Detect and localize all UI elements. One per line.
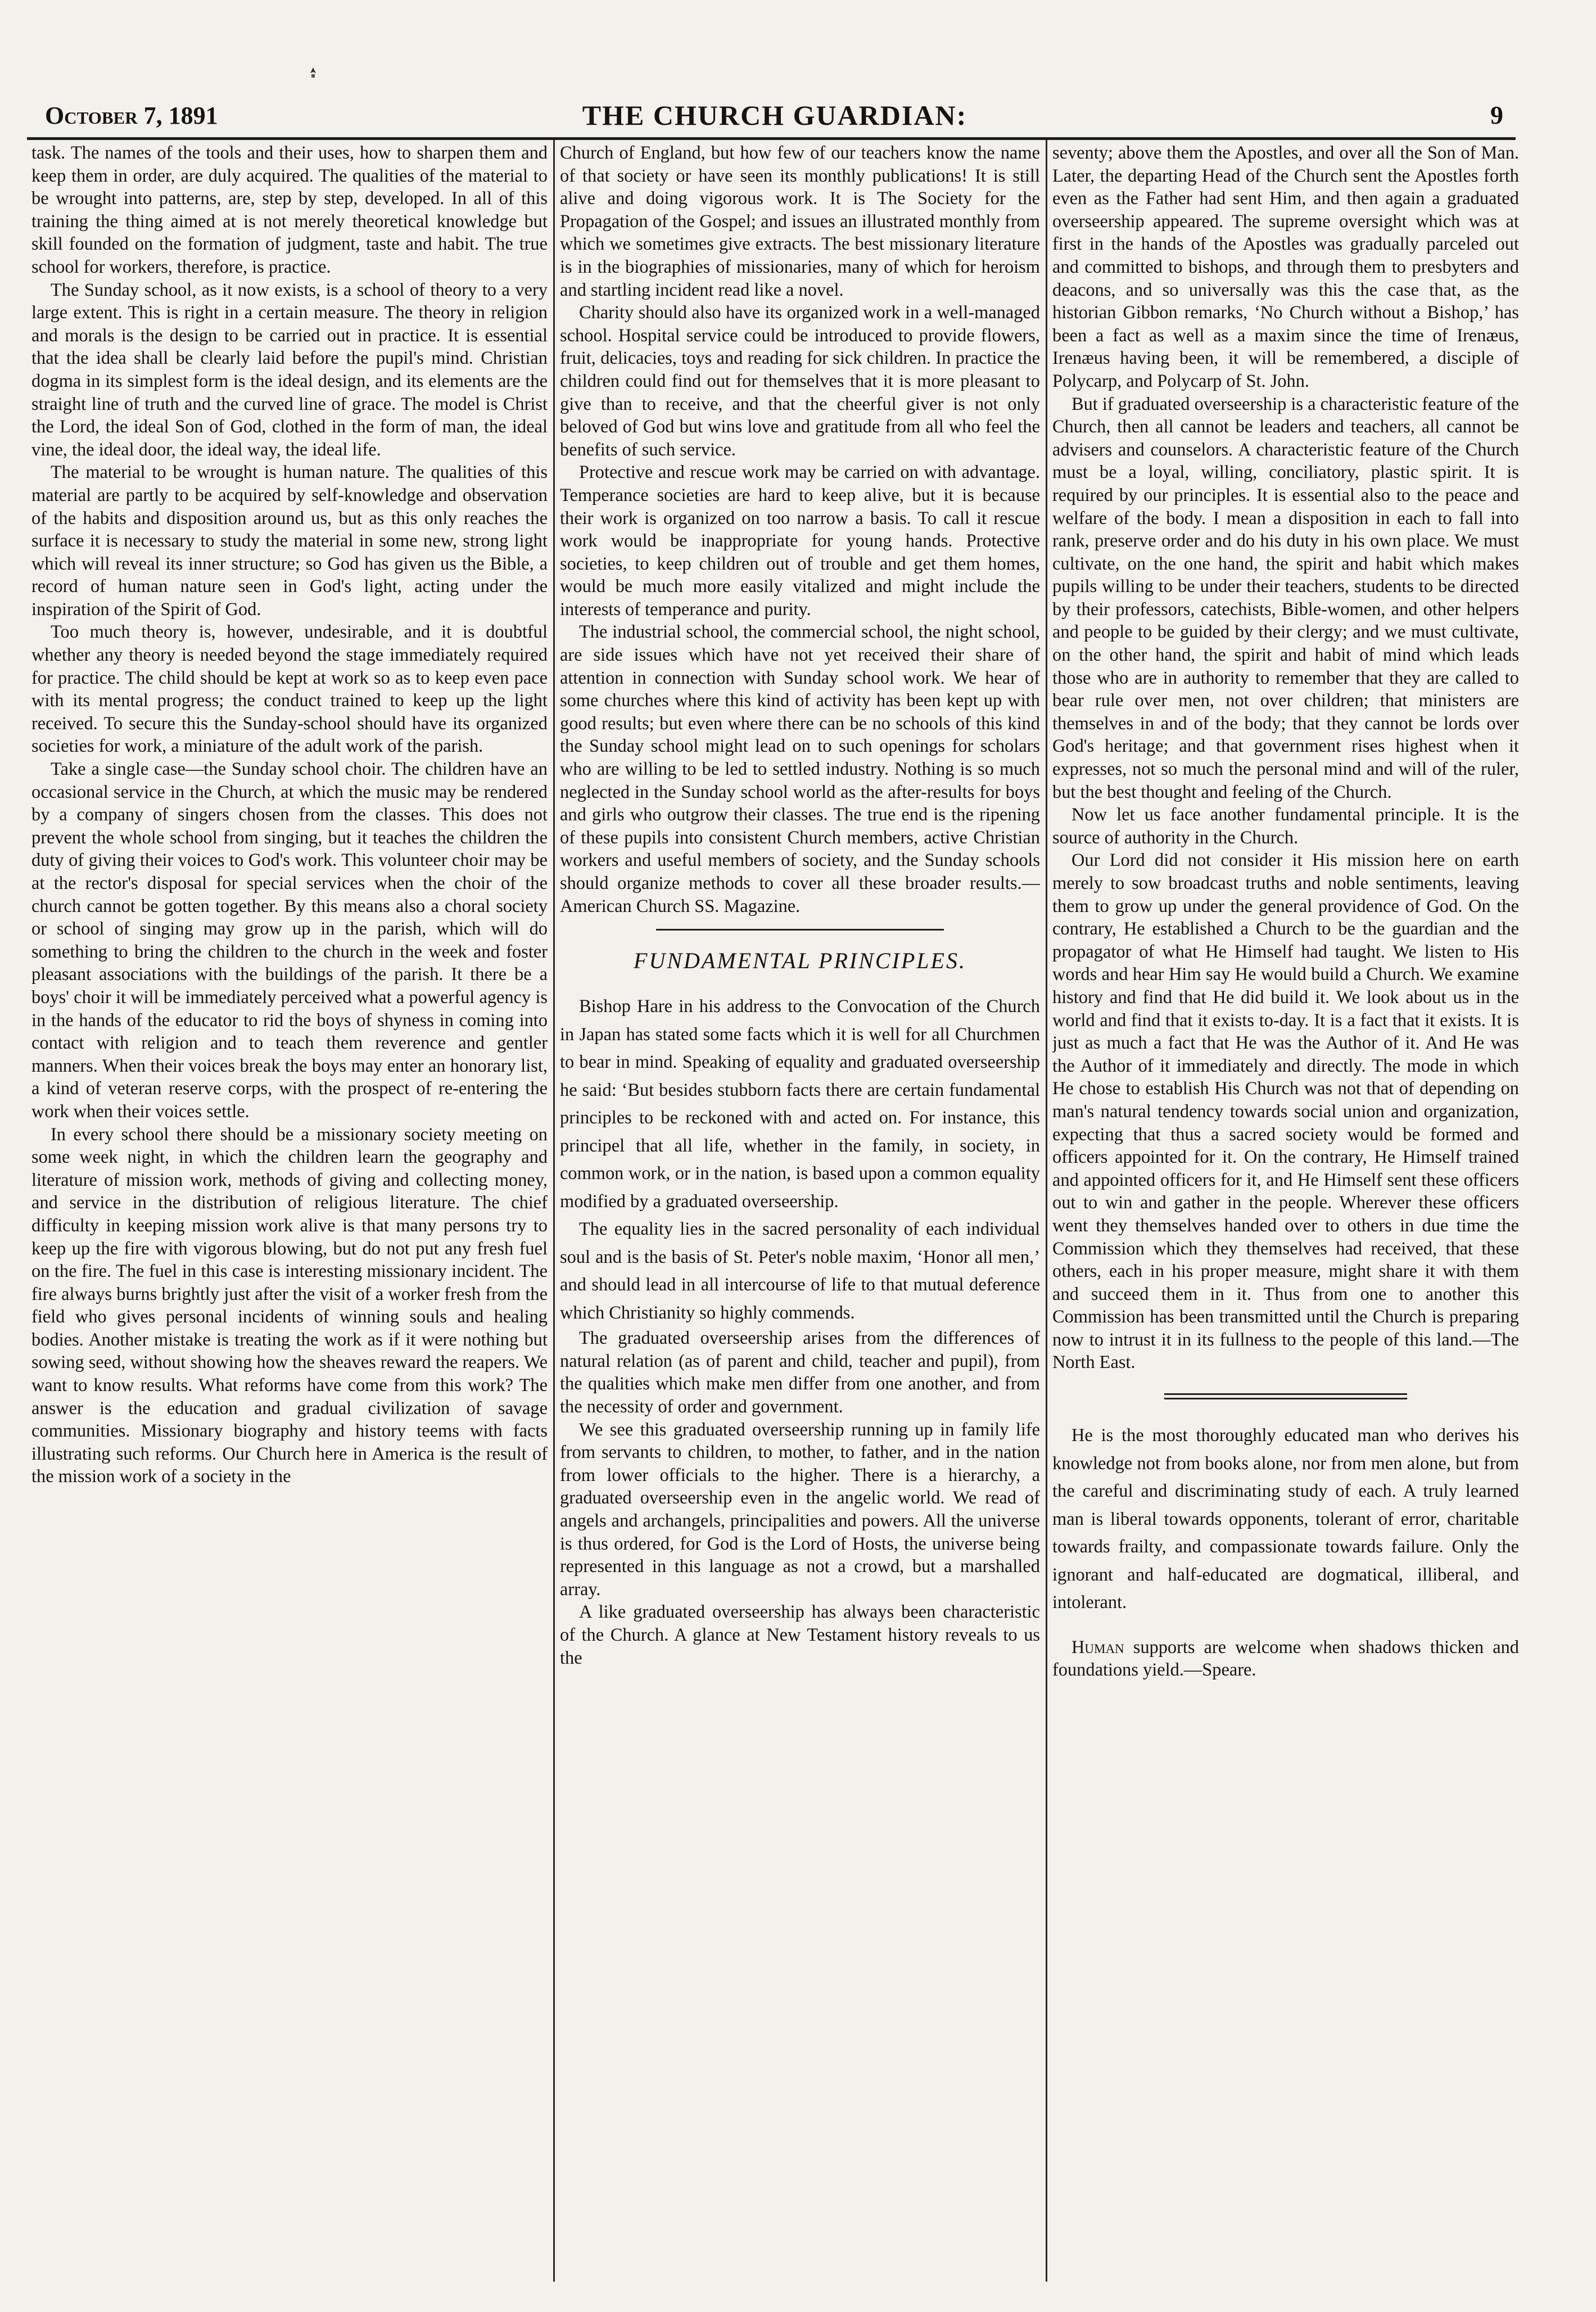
page-header [38,93,1511,138]
paragraph: Too much theory is, however, undesirable, and it is doubtful whether any theory is needed beyond the stage immediately required for practice. The child should be kept at work so as to keep even pace with its mental progress; the conduct trained to keep up the light received. To secure this the Sunday-school should have its organized societies for work, a miniature of the adult work of the parish. [31,622,548,757]
section-rule [1164,1393,1407,1399]
paragraph: Now let us face another fundamental principle. It is the source of authority in the Church. [1052,805,1519,848]
page-number: 9 [1490,101,1503,129]
paragraph: seventy; above them the Apostles, and over all the Son of Man. Later, the departing Head of the Church sent the Apostles forth even as the Father had sent Him, and then again a graduated overseership appeared. The supreme oversight which was at first in the hands of the Apostles was gradually parceled out and committed to bishops, and through them to presbyters and deacons, and so universally was this the case that, as the historian Gibbon remarks, ‘No Church without a Bishop,’ has been a fact as well as a maxim since the time of Irenæus, Irenæus having been, it will be remembered, a disciple of Polycarp, and Polycarp of St. John. [1052,143,1519,391]
column-2 [560,142,1040,2278]
column-divider [553,139,555,2282]
paragraph: The industrial school, the commercial school, the night school, are side issues which have not yet received their share of attention in connection with Sunday school work. We hear of some churches where this kind of activity has been kept up with good results; but even where there can be no schools of this kind the Sunday school might lead on to such openings for scholars who are willing to be led to settled industry. Nothing is so much neglected in the Sunday school world as the after-results for boys and girls who outgrow their classes. The true end is the ripening of these pupils into consistent Church members, active Christian workers and useful members of society, and the Sunday schools should organize methods to cover all these broader results.—American Church SS. Magazine. [560,622,1040,916]
header-rule [27,137,1516,140]
column-3 [1052,142,1519,2278]
paragraph: Bishop Hare in his address to the Convocation of the Church in Japan has stated some facts which it is well for all Churchmen to bear in mind. Speaking of equality and graduated overseership he said: ‘But besides stubborn facts there are certain fundamental principles to be reckoned with and acted on. For instance, this principel that all life, whether in the family, in society, in common work, or in the nation, is based upon a common equality modified by a graduated overseership. [560,996,1040,1212]
paragraph: Our Lord did not consider it His mission here on earth merely to sow broadcast truths and noble sentiments, leaving them to grow up under the general providence of God. On the contrary, He established a Church to be the guardian and the propagator of what He Himself had taught. We listen to His words and hear Him say He would build a Church. We examine history and find that He did build it. We look about us in the world and find that it exists to-day. It is a fact that it exists. It is just as much a fact that He was the Author of it. And He was the Author of it immediately and directly. The mode in which He chose to establish His Church was not that of depending on man's natural tendency towards social union and organization, expecting that thus a sacred society would be formed and officers appointed for it. On the contrary, He Himself trained and appointed officers for it, and He Himself sent these officers out to win and gather in the people. Wherever these officers went they themselves handed over to others in due time the Commission which they themselves had received, that these others, each in his proper measure, might share it with them and succeed them in it. Thus from one to another this Commission has been transmitted until the Church is preparing now to intrust it in its fullness to the people of this land.—The North East. [1052,850,1519,1373]
column-divider [1046,139,1047,2282]
masthead-title: THE CHURCH GUARDIAN: [582,100,967,131]
paragraph: Charity should also have its organized work in a well-managed school. Hospital service could be introduced to provide flowers, fruit, delicacies, toys and reading for sick children. In practice the children could find out for themselves that it is more pleasant to give than to receive, and that the cheerful giver is not only beloved of God but wins love and gratitude from all who feel the benefits of such service. [560,302,1040,460]
paragraph: A like graduated overseership has always been characteristic of the Church. A glance at New Testament history reveals to us the [560,1602,1040,1668]
paragraph: The material to be wrought is human nature. The qualities of this material are partly to be acquired by self-knowledge and observation of the habits and disposition around us, but as this only reaches the surface it is necessary to study the material in some new, strong light which will reveal its inner structure; so God has given us the Bible, a record of human nature seen in God's light, acting under the inspiration of the Spirit of God. [31,462,548,620]
section-heading: FUNDAMENTAL PRINCIPLES. [634,948,966,974]
paragraph: We see this graduated overseership running up in family life from servants to children, to mother, to father, and in the nation from lower officials to the higher. There is a hierarchy, a graduated overseership even in the angelic world. We read of angels and archangels, principalities and powers. All the universe is thus ordered, for God is the Lord of Hosts, the universe being represented in this language as not a crowd, but a marshalled array. [560,1419,1040,1600]
paragraph: The graduated overseership arises from the differences of natural relation (as of parent and child, teacher and pupil), from the qualities which make men differ from one another, and from the necessity of order and government. [560,1328,1040,1417]
paragraph [1052,1636,1519,1682]
printer-ornament-icon [308,66,318,79]
column-1 [31,142,548,2278]
paragraph: Church of England, but how few of our teachers know the name of that society or have seen its monthly publications! It is still alive and doing vigorous work. It is The Society for the Propagation of the Gospel; and issues an illustrated monthly from which we sometimes give extracts. The best missionary literature is in the biographies of missionaries, many of which for heroism and startling incident read like a novel. [560,143,1040,300]
paragraph: Take a single case—the Sunday school choir. The children have an occasional service in the Church, at which the music may be rendered by a company of singers chosen from the classes. This does not prevent the whole school from singing, but it teaches the children the duty of giving their voices to God's work. This volunteer choir may be at the rector's disposal for special services when the choir of the church cannot be gotten together. By this means also a choral society or school of singing may grow up in the parish, which will do something to bring the children to the church in the week and foster pleasant associations with the buildings of the parish. It there be a boys' choir it will be immediately perceived what a powerful agency is in the hands of the educator to rid the boys of shyness in coming into contact with religion and to teach them reverence and gentler manners. When their voices break the boys may enter an honorary list, a kind of veteran reserve corps, with the prospect of re-entering the work when their voices settle. [31,759,548,1122]
paragraph: The equality lies in the sacred personality of each individual soul and is the basis of St. Peter's noble maxim, ‘Honor all men,’ and should lead in all intercourse of life to that mutual deference which Christianity so highly commends. [560,1219,1040,1323]
paragraph: The Sunday school, as it now exists, is a school of theory to a very large extent. This is right in a certain measure. The theory in religion and morals is the design to be carried out in practice. It is essential that the idea shall be clearly laid before the pupil's mind. Christian dogma in its simplest form is the ideal design, and its elements are the straight line of truth and the curved line of grace. The model is Christ the Lord, the ideal Son of God, clothed in the form of man, the ideal vine, the ideal door, the ideal way, the ideal life. [31,279,548,460]
paragraph: Protective and rescue work may be carried on with advantage. Temperance societies are hard to keep alive, but it is because their work is organized on too narrow a basis. To call it rescue work would be inappropriate for young hands. Protective societies, to keep children out of trouble and get them homes, would be much more easily vitalized and might include the interests of temperance and purity. [560,462,1040,620]
paragraph-text: supports are welcome when shadows thicken and foundations yield.—Speare. [1052,1637,1519,1681]
paragraph: task. The names of the tools and their uses, how to sharpen them and keep them in order, are duly acquired. The qualities of the material to be wrought into patterns, are, step by step, developed. In all of this training the thing aimed at is not merely theoretical knowledge but skill founded on the formation of judgment, taste and habit. The true school for workers, therefore, is practice. [31,143,548,277]
lead-word: Human [1071,1637,1124,1658]
paragraph: He is the most thoroughly educated man who derives his knowledge not from books alone, nor from men alone, but from the careful and discriminating study of each. A truly learned man is liberal towards opponents, tolerant of error, charitable towards frailty, and compassionate towards failure. Only the ignorant and half-educated are dogmatical, illiberal, and intolerant. [1052,1425,1519,1613]
section-rule [656,929,944,931]
paragraph: In every school there should be a missionary society meeting on some week night, in which the children learn the geography and literature of mission work, methods of giving and collecting money, and service in the distribution of religious literature. The chief difficulty in keeping mission work alive is that many persons try to keep up the fire with vigorous blowing, but do not put any fresh fuel on the fire. The fuel in this case is interesting missionary incident. The fire always burns brightly just after the visit of a worker fresh from the field who gives personal incidents of winning souls and healing bodies. Another mistake is treating the work as if it were nothing but sowing seed, without showing how the sheaves reward the reapers. We want to know results. What reforms have come from this work? The answer is the education and gradual civilization of savage communities. Missionary biography and history teems with facts illustrating such reforms. Our Church here in America is the result of the mission work of a society in the [31,1124,548,1487]
issue-date: October 7, 1891 [45,102,218,129]
paragraph: But if graduated overseership is a characteristic feature of the Church, then all cannot be leaders and teachers, all cannot be advisers and counselors. A characteristic feature of the Church must be a loyal, willing, conciliatory, plastic spirit. It is required by our principles. It is essential also to the peace and welfare of the body. I mean a disposition in each to fall into rank, preserve order and do his duty in his own place. We must cultivate, on the one hand, the spirit and habit which makes pupils willing to be under their teachers, students to be directed by their professors, catechists, Bible-women, and other helpers and people to be guided by their clergy; and we must cultivate, on the other hand, the spirit and habit of mind which leads those who are in authority to remember that they are called to bear rule over men, not over children; that ministers are themselves in and of the body; that they cannot be lords over God's heritage; and that government rises highest when it expresses, not so much the personal mind and will of the ruler, but the best thought and feeling of the Church. [1052,394,1519,802]
